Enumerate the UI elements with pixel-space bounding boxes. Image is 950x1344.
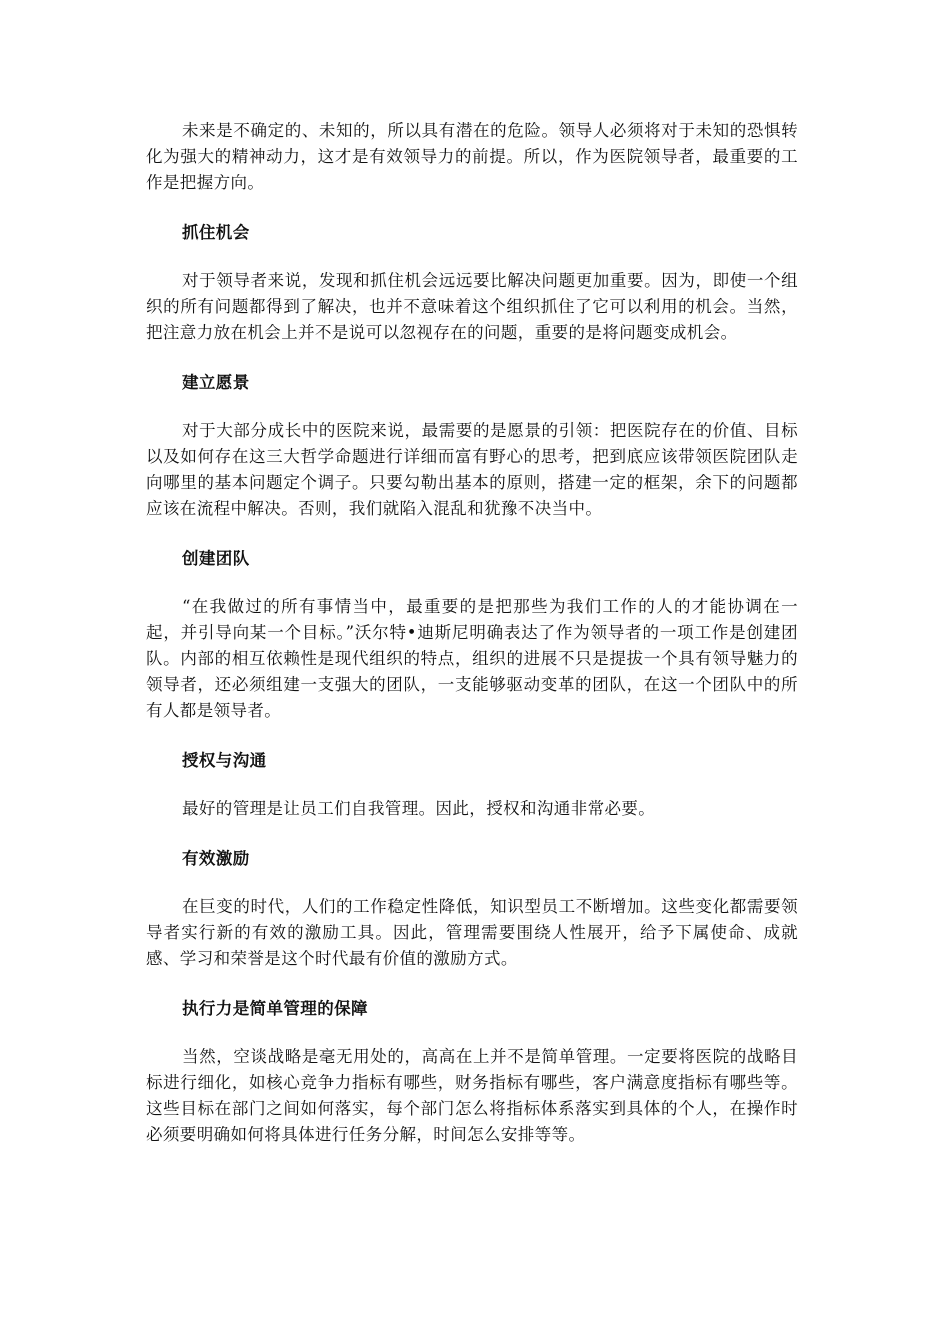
heading-build-vision: 建立愿景 [182, 373, 250, 392]
heading-seize-opportunity: 抓住机会 [182, 223, 250, 242]
document-page [146, 118, 798, 1148]
paragraph-effective-incentive: 在巨变的时代，人们的工作稳定性降低，知识型员工不断增加。这些变化都需要领导者实行新的有效的激励工具。因此，管理需要围绕人性展开，给予下属使命、成就感、学习和荣誉是这个时代最有价值的激励方式。 [146, 897, 798, 968]
heading-execution: 执行力是简单管理的保障 [182, 999, 368, 1018]
heading-effective-incentive: 有效激励 [182, 849, 250, 868]
paragraph-build-team: “在我做过的所有事情当中，最重要的是把那些为我们工作的人的才能协调在一起，并引导向某一个目标。”沃尔特•迪斯尼明确表达了作为领导者的一项工作是创建团队。内部的相互依赖性是现代组织的特点，组织的进展不只是提拔一个具有领导魅力的领导者，还必须组建一支强大的团队，一支能够驱动变革的团队，在这一个团队中的所有人都是领导者。 [146, 597, 798, 720]
paragraph-intro: 未来是不确定的、未知的，所以具有潜在的危险。领导人必须将对于未知的恐惧转化为强大的精神动力，这才是有效领导力的前提。所以，作为医院领导者，最重要的工作是把握方向。 [146, 121, 798, 192]
paragraph-seize-opportunity: 对于领导者来说，发现和抓住机会远远要比解决问题更加重要。因为，即使一个组织的所有问题都得到了解决，也并不意味着这个组织抓住了它可以利用的机会。当然，把注意力放在机会上并不是说可以忽视存在的问题，重要的是将问题变成机会。 [146, 271, 798, 342]
heading-build-team: 创建团队 [182, 549, 250, 568]
paragraph-build-vision: 对于大部分成长中的医院来说，最需要的是愿景的引领：把医院存在的价值、目标以及如何存在这三大哲学命题进行详细而富有野心的思考，把到底应该带领医院团队走向哪里的基本问题定个调子。只要勾勒出基本的原则，搭建一定的框架，余下的问题都应该在流程中解决。否则，我们就陷入混乱和犹豫不决当中。 [146, 421, 798, 518]
heading-delegation-communication: 授权与沟通 [182, 751, 267, 770]
paragraph-delegation-communication: 最好的管理是让员工们自我管理。因此，授权和沟通非常必要。 [182, 799, 656, 818]
paragraph-execution: 当然，空谈战略是毫无用处的，高高在上并不是简单管理。一定要将医院的战略目标进行细化，如核心竞争力指标有哪些，财务指标有哪些，客户满意度指标有哪些等。这些目标在部门之间如何落实，每个部门怎么将指标体系落实到具体的个人，在操作时必须要明确如何将具体进行任务分解，时间怎么安排等等。 [146, 1047, 798, 1144]
